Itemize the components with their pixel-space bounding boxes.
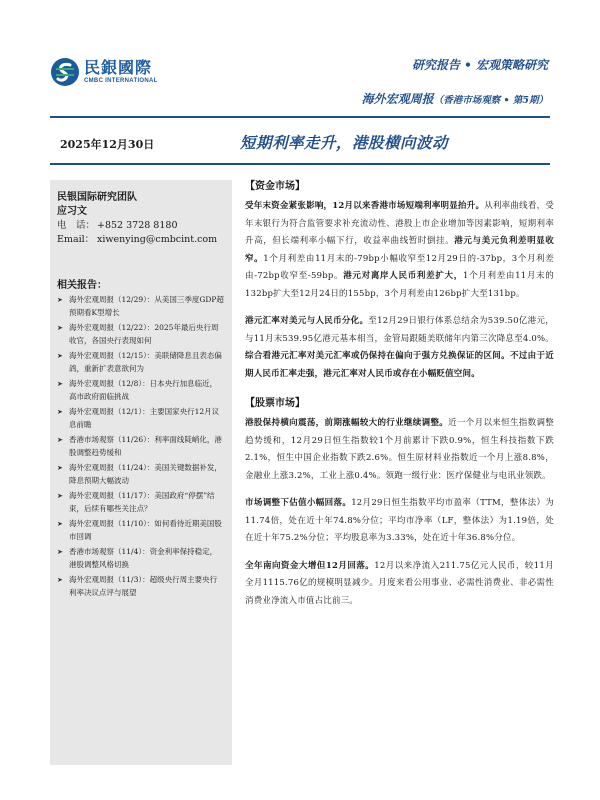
series-title-main: 海外宏观周报: [361, 92, 434, 106]
arrow-right-icon: ➤: [57, 296, 63, 304]
arrow-right-icon: ➤: [57, 576, 63, 584]
phone-number: +852 3728 8180: [97, 220, 178, 231]
related-report-item[interactable]: [57, 462, 224, 487]
arrow-right-icon: ➤: [57, 520, 63, 528]
eq-p1-text: 近一个月以来恒生指数调整趋势缓和，12月29日恒生指数较1个月前累计下跌0.9%，恒生科技指数下跌2.1%，恒生中国企业指数下跌2.6%。恒生原材料业指数近一个月上涨8.8%，金融业上涨3.2%，工业上涨0.4%。领跑一级行业：医疗保健业与电讯业领跌。: [245, 418, 554, 481]
eq-p1-lead: 港股保持横向震荡，前期涨幅较大的行业继续调整。: [245, 418, 449, 428]
funds-paragraph-2: [245, 313, 554, 383]
related-report-title: 海外宏观周报（12/15）：美联储降息且表态偏鸽，重新扩表意欲何为: [69, 351, 222, 373]
phone-label: 电 话：: [57, 220, 96, 231]
related-report-item[interactable]: [57, 434, 224, 459]
related-report-item[interactable]: [57, 322, 224, 347]
funds-p1-lead-3: 港元对离岸人民币利差扩大，: [343, 271, 463, 281]
related-report-title: 海外宏观周报（11/10）：如何看待近期美国股市回调: [69, 519, 222, 541]
eq-p2-text: 12月29日恒生指数平均市盈率（TTM，整体法）为11.74倍，处在近十年74.8%分位；平均市净率（LF，整体法）为1.19倍，处在近十年75.2%分位；平均股息率为3.33%，处在近十年36.8%分位。: [245, 498, 554, 543]
related-report-item[interactable]: [57, 294, 224, 319]
related-report-item[interactable]: [57, 518, 224, 543]
equity-market-heading: 【股票市场】: [245, 398, 305, 409]
brand-name-cn: 民銀國際: [84, 58, 153, 77]
report-date: 2025年12月30日: [60, 138, 155, 151]
arrow-right-icon: ➤: [57, 548, 63, 556]
series-title-sub: （香港市场观察 • 第5期）: [433, 95, 548, 106]
main-content: [245, 180, 554, 620]
funds-p2-lead-2: 综合看港元汇率对美元汇率或仍保持在偏向于强方兑换保证的区间。不过由于近期人民币汇率走强，港元汇率对人民币或存在小幅贬值空间。: [245, 351, 554, 379]
email-label: Email：: [57, 233, 95, 245]
related-report-title: 海外宏观周报（12/29）：从美国三季度GDP超预期看K型增长: [69, 295, 224, 317]
funds-p1-text-a: 从利率曲线看，受年末银行为符合监管要求补充流动性、港股上市企业增加等因素影响，短期利率升高，但长端利率小幅下行，收益率曲线暂时倒挂。: [245, 201, 555, 246]
related-report-title: 海外宏观周报（11/3）：超级央行周主要央行利率决议点评与展望: [69, 575, 218, 597]
arrow-right-icon: ➤: [57, 464, 63, 472]
title-divider: [50, 163, 550, 165]
funds-p2-lead: 港元汇率对美元与人民币分化。: [245, 316, 369, 326]
related-reports-title: 相关报告：: [57, 280, 107, 291]
eq-p3-text: 12月以来净流入211.75亿元人民币，较11月全月1115.76亿的规模明显减少。月度来看公用事业、必需性消费业、非必需性消费业净流入市值占比前三。: [245, 560, 554, 606]
research-team: 民银国际研究团队: [57, 192, 137, 203]
related-report-item[interactable]: [57, 378, 224, 403]
email-link[interactable]: xiwenying@cmbcint.com: [97, 233, 218, 245]
arrow-right-icon: ➤: [57, 408, 63, 416]
related-report-item[interactable]: [57, 490, 224, 515]
equity-paragraph-2: [245, 495, 554, 548]
funds-p1-text-c: 1个月利差由11月末的132bp扩大至12月24日的155bp，3个月利差由126bp扩大至131bp。: [245, 271, 554, 299]
phone-line: [57, 219, 224, 233]
series-title: [362, 90, 548, 107]
equity-paragraph-1: [245, 415, 554, 485]
funds-p1-text-b: 1个月利差由11月末的-79bp小幅收窄至12月29日的-37bp，3个月利差由-72bp收窄至-59bp。: [245, 253, 554, 281]
arrow-right-icon: ➤: [57, 324, 63, 332]
email-line: [57, 233, 224, 247]
related-report-item[interactable]: [57, 406, 224, 431]
cmbc-logo-icon: [50, 57, 80, 87]
arrow-right-icon: ➤: [57, 380, 63, 388]
related-report-title: 海外宏观周报（12/22）：2025年最后央行周收官，各国央行表现如何: [69, 323, 219, 345]
eq-p3-lead: 全年南向资金大增但12月回落。: [245, 560, 375, 571]
report-headline: 短期利率走升，港股横向波动: [240, 133, 449, 152]
eq-p2-lead: 市场调整下估值小幅回落。: [245, 498, 352, 508]
equity-paragraph-3: [245, 558, 554, 611]
funds-market-heading: 【资金市场】: [245, 181, 305, 192]
related-report-title: 香港市场观察（11/26）：利率面线陡峭化，港股调整趋势缓和: [69, 435, 222, 457]
report-type: 研究报告 • 宏观策略研究: [411, 58, 548, 72]
brand-name-en: CMBC INTERNATIONAL: [84, 78, 158, 84]
arrow-right-icon: ➤: [57, 492, 63, 500]
funds-p1-lead-2: 港元与美元负利差明显收窄。: [245, 236, 554, 264]
header-divider: [50, 116, 550, 118]
funds-p2-text-a: 至12月29日银行体系总结余为539.50亿港元，与11月末539.95亿港元基本相当，金管局跟随美联储年内第三次降息至4.0%。: [245, 316, 554, 344]
related-report-item[interactable]: [57, 574, 224, 599]
related-report-title: 海外宏观周报（12/1）：主要国家央行12月议息前瞻: [69, 407, 220, 429]
arrow-right-icon: ➤: [57, 436, 63, 444]
sidebar: [50, 180, 232, 765]
related-report-title: 香港市场观察（11/4）：资金利率保持稳定，港股调整风格切换: [69, 547, 218, 569]
related-report-title: 海外宏观周报（11/24）：美国关键数据补发，降息预期大幅波动: [69, 463, 222, 485]
related-reports-list: [57, 294, 224, 599]
arrow-right-icon: ➤: [57, 352, 63, 360]
related-report-item[interactable]: [57, 546, 224, 571]
brand-logo: [50, 54, 158, 90]
funds-paragraph-1: [245, 198, 554, 303]
analyst-name: 应习文: [57, 206, 87, 217]
related-report-item[interactable]: [57, 350, 224, 375]
related-report-title: 海外宏观周报（11/17）：美国政府“停摆”结束，后续有哪些关注点？: [69, 491, 215, 513]
related-report-title: 海外宏观周报（12/8）：日本央行加息临近，高市政府面临挑战: [69, 379, 218, 401]
funds-p1-lead: 受年末资金紧张影响，12月以来香港市场短端利率明显抬升。: [245, 201, 485, 211]
